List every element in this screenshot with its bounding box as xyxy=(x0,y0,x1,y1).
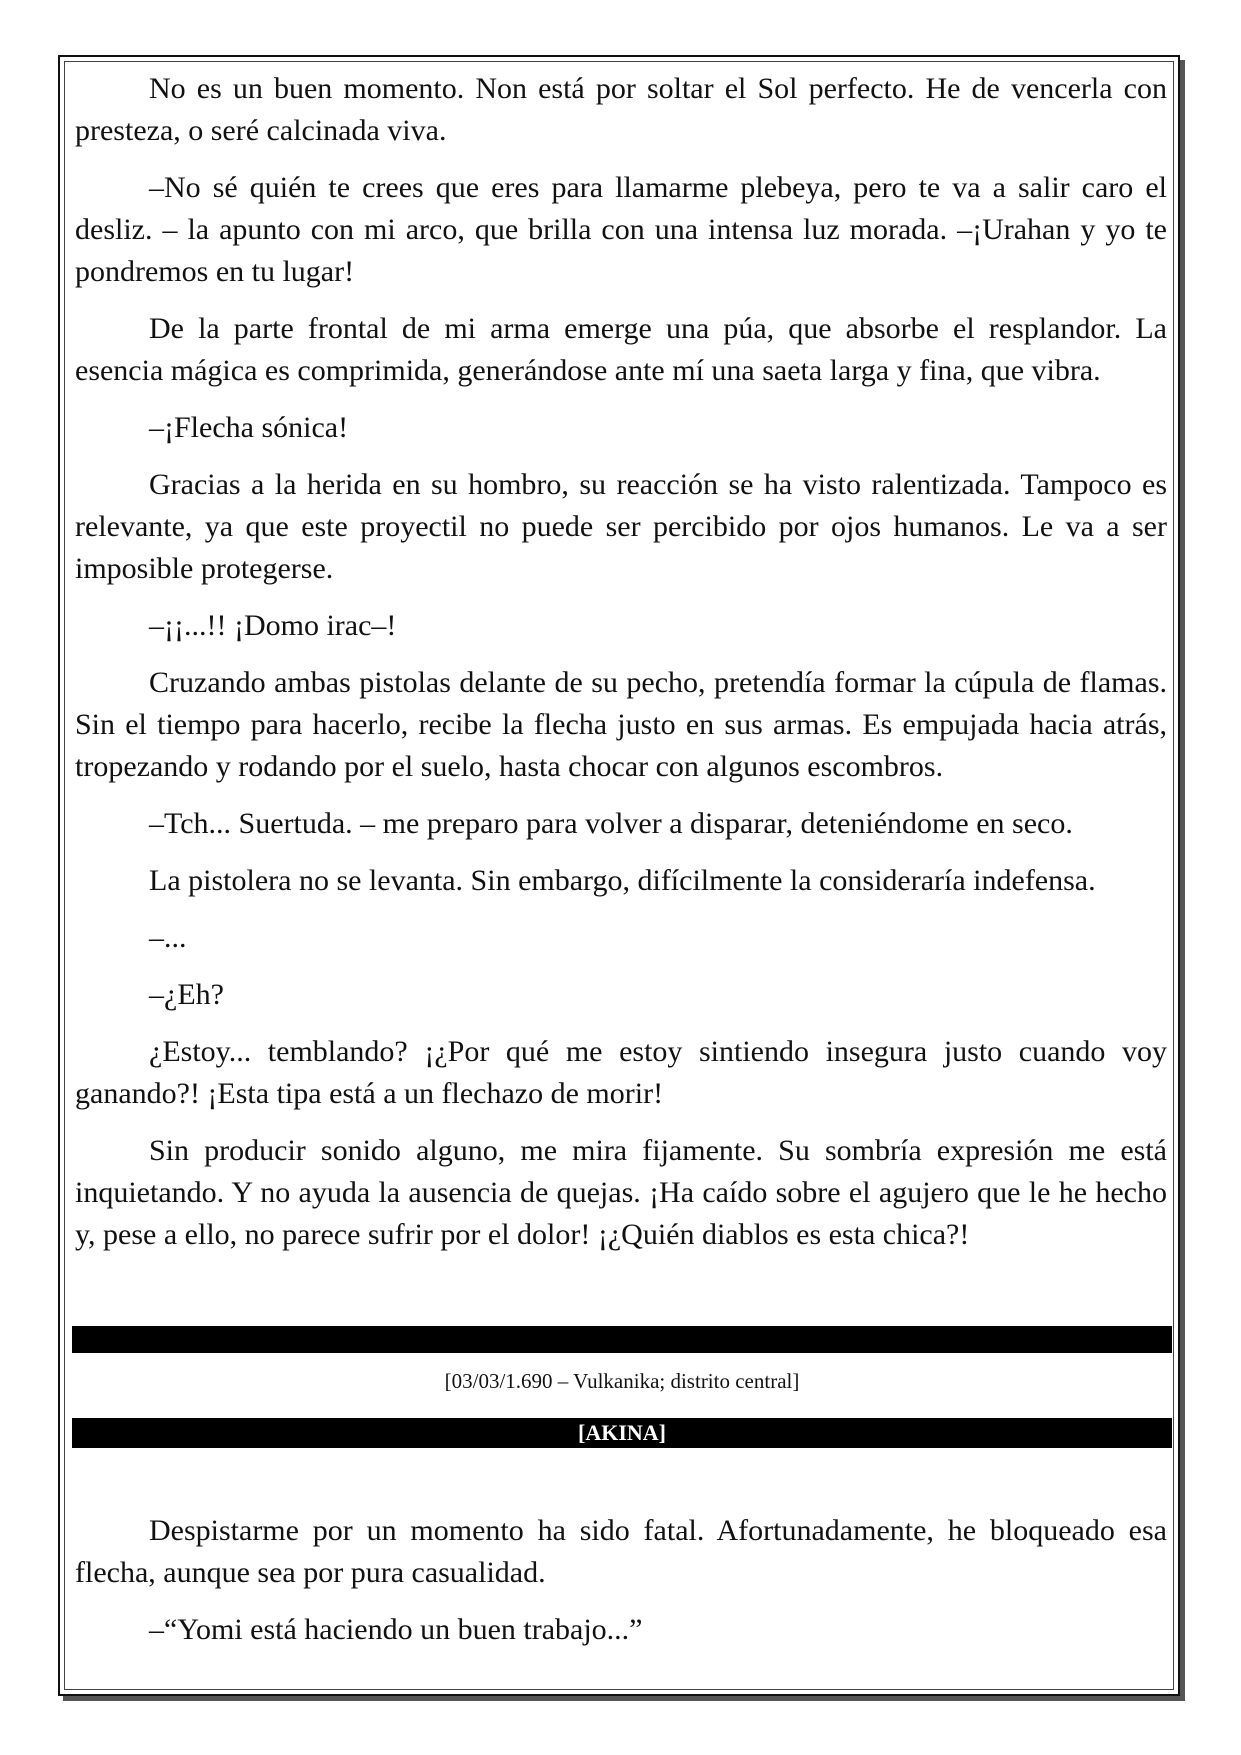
paragraph: –¡¡...!! ¡Domo irac–! xyxy=(149,609,397,642)
paragraph: La pistolera no se levanta. Sin embargo, difícilmente la consideraría indefensa. xyxy=(149,864,1096,897)
paragraph: –... xyxy=(149,921,187,954)
section-divider-bar xyxy=(72,1326,1172,1353)
speaker-header-bar: [AKINA] xyxy=(72,1418,1172,1448)
paragraph: Despistarme por un momento ha sido fatal. Afortunadamente, he bloqueado esa flecha, aunque sea por pura casualidad. xyxy=(75,1514,1167,1589)
paragraph: Sin producir sonido alguno, me mira fijamente. Su sombría expresión me está inquietando. Y no ayuda la ausencia de quejas. ¡Ha caído sobre el agujero que le he hecho y, pese a ello, no parece sufrir por el dolor! ¡¿Quién diablos es esta chica?! xyxy=(75,1134,1167,1251)
paragraph: –¿Eh? xyxy=(149,978,224,1011)
paragraph: ¿Estoy... temblando? ¡¿Por qué me estoy sintiendo insegura justo cuando voy ganando?! ¡Esta tipa está a un flechazo de morir! xyxy=(75,1035,1167,1110)
story-text-top xyxy=(75,68,1167,1271)
paragraph: –“Yomi está haciendo un buen trabajo...” xyxy=(149,1613,643,1646)
paragraph: No es un buen momento. Non está por soltar el Sol perfecto. He de vencerla con presteza, o seré calcinada viva. xyxy=(75,72,1167,147)
story-text-bottom xyxy=(75,1510,1167,1666)
paragraph: Cruzando ambas pistolas delante de su pecho, pretendía formar la cúpula de flamas. Sin el tiempo para hacerlo, recibe la flecha justo en sus armas. Es empujada hacia atrás, tropezando y rodando por el suelo, hasta chocar con algunos escombros. xyxy=(75,666,1167,783)
scene-location-note: [03/03/1.690 – Vulkanika; distrito central] xyxy=(444,1369,800,1393)
paragraph: –¡Flecha sónica! xyxy=(149,411,349,444)
paragraph: Gracias a la herida en su hombro, su reacción se ha visto ralentizada. Tampoco es relevante, ya que este proyectil no puede ser percibido por ojos humanos. Le va a ser imposible protegerse. xyxy=(75,468,1167,585)
paragraph: De la parte frontal de mi arma emerge una púa, que absorbe el resplandor. La esencia mágica es comprimida, generándose ante mí una saeta larga y fina, que vibra. xyxy=(75,312,1167,387)
paragraph: –No sé quién te crees que eres para llamarme plebeya, pero te va a salir caro el desliz. – la apunto con mi arco, que brilla con una intensa luz morada. –¡Urahan y yo te pondremos en tu lugar! xyxy=(75,171,1167,288)
paragraph: –Tch... Suertuda. – me preparo para volver a disparar, deteniéndome en seco. xyxy=(149,807,1073,840)
